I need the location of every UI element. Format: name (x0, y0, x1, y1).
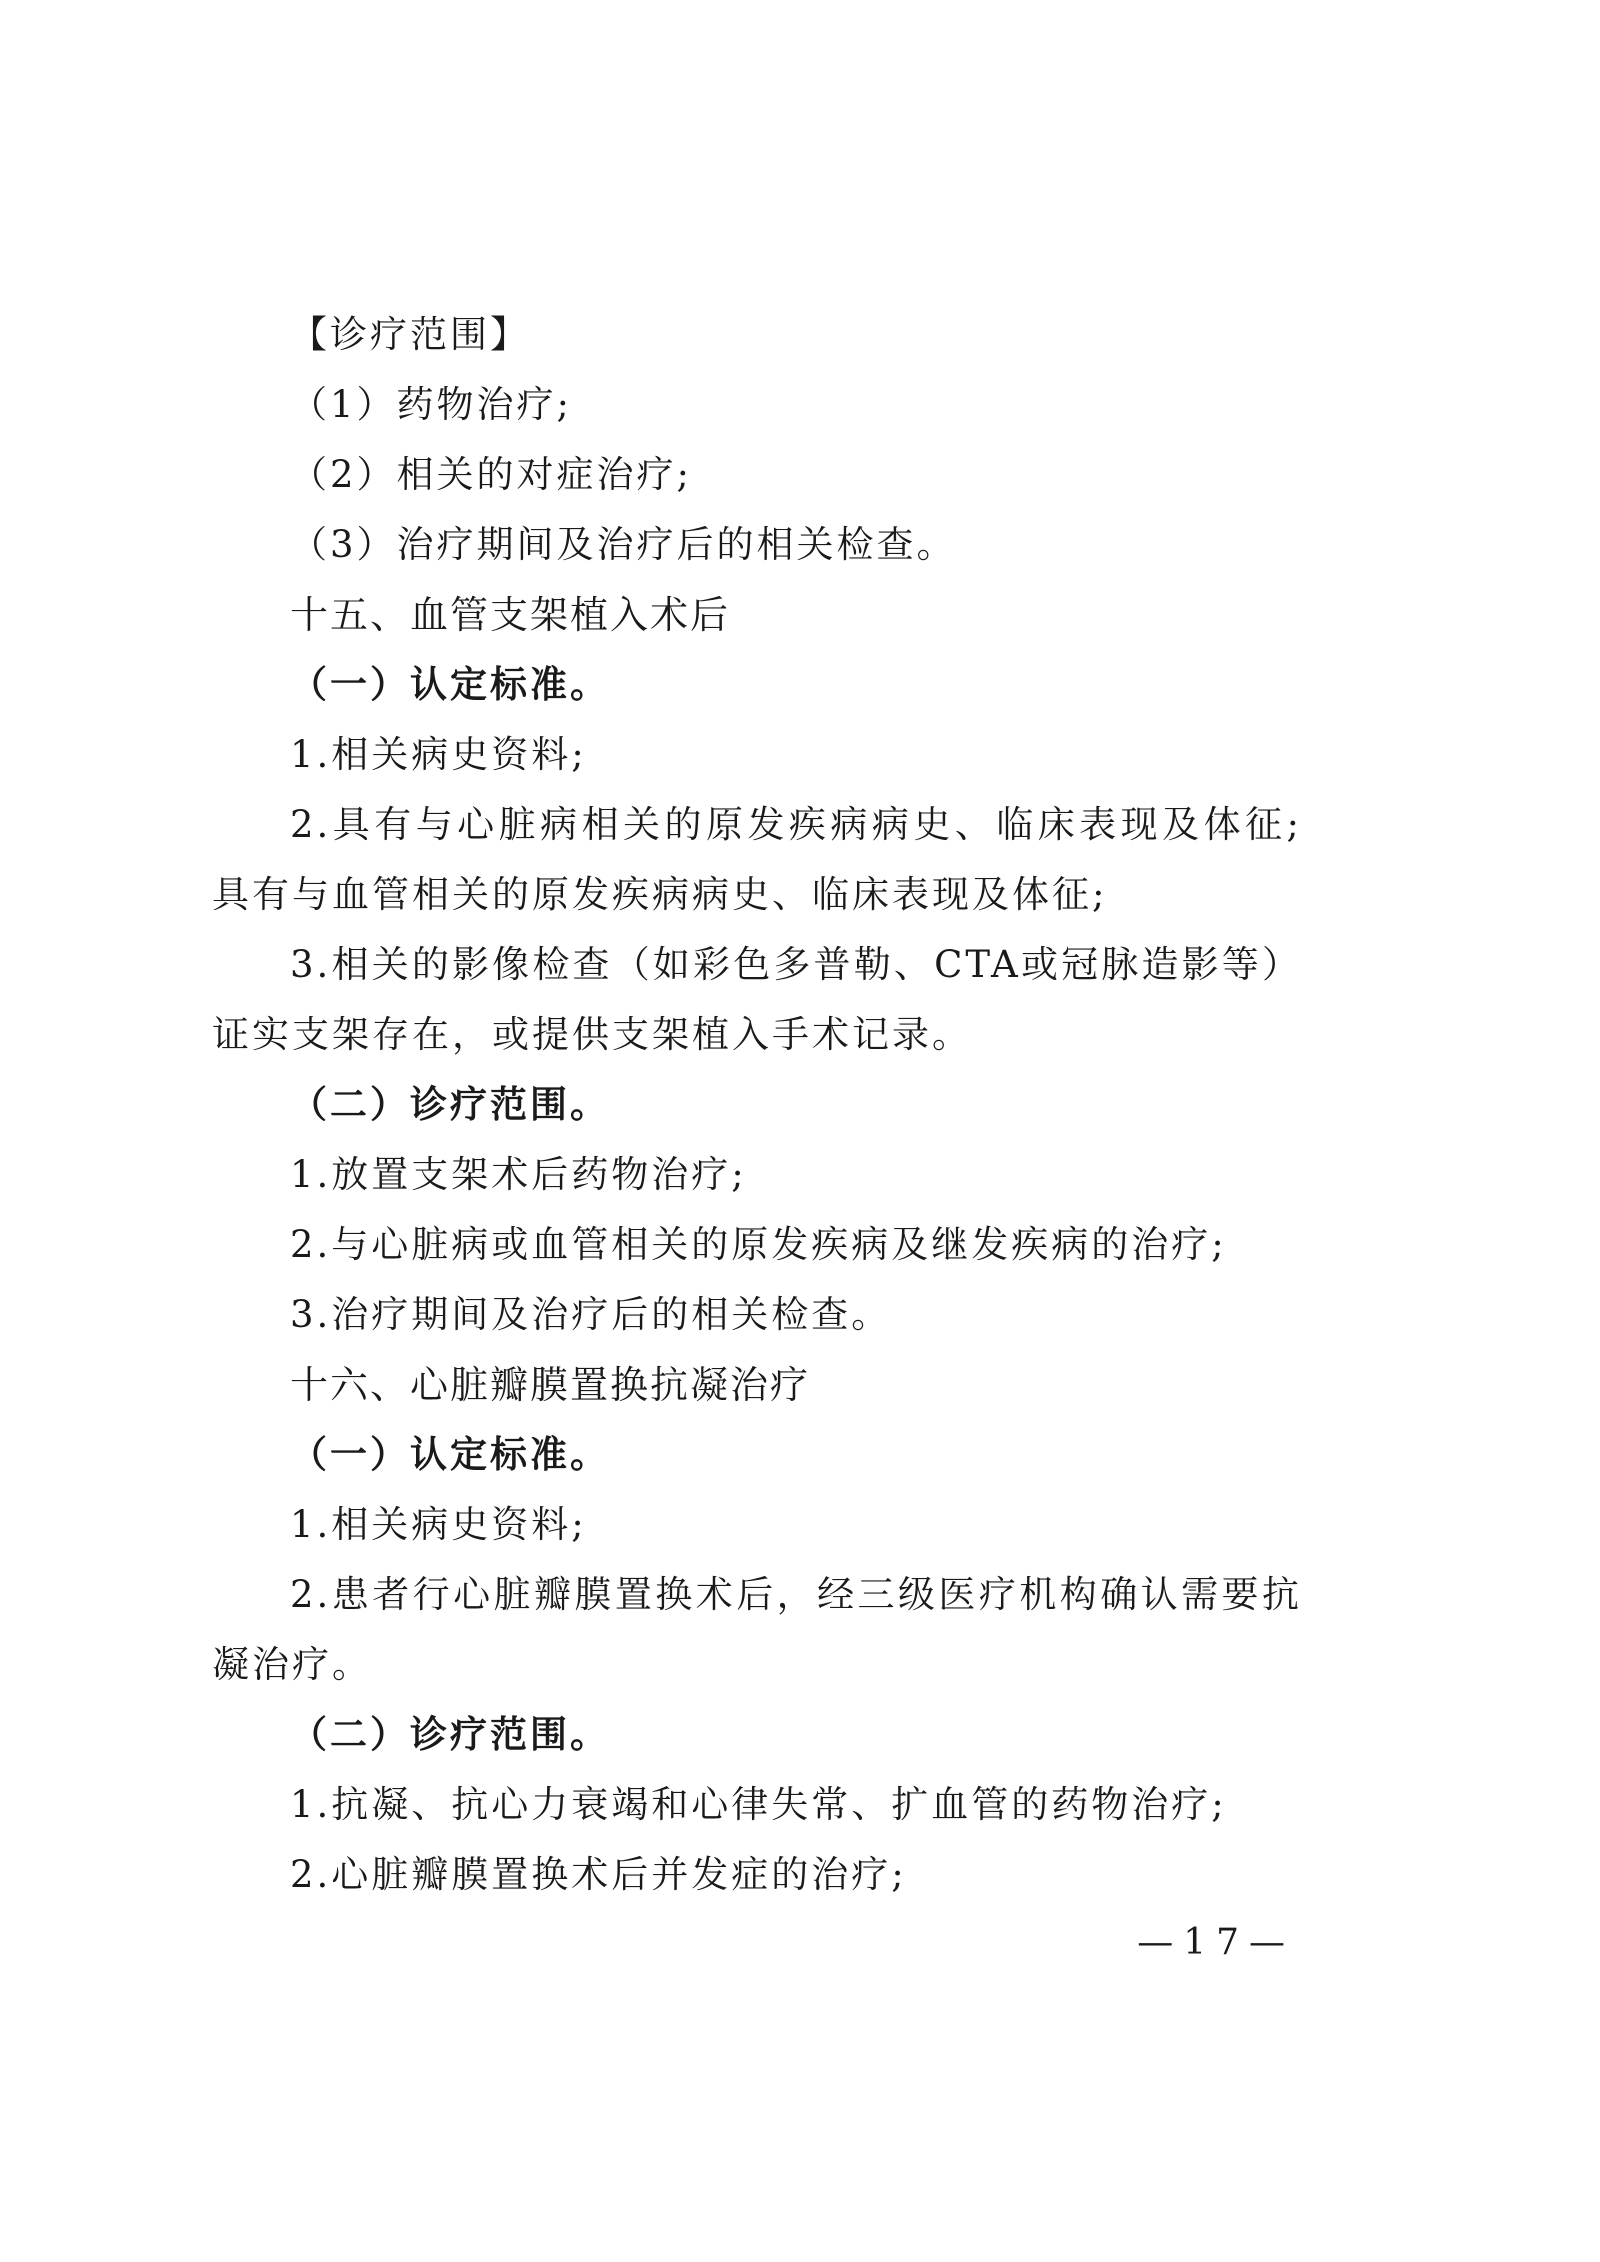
paragraph: 2.患者行心脏瓣膜置换术后，经三级医疗机构确认需要抗凝治疗。 (212, 1573, 1302, 1686)
list-item: 2.与心脏病或血管相关的原发疾病及继发疾病的治疗; (290, 1223, 1227, 1266)
list-item: 3.治疗期间及治疗后的相关检查。 (290, 1293, 892, 1336)
list-item: （3）治疗期间及治疗后的相关检查。 (290, 523, 957, 566)
subsection-heading: （二）诊疗范围。 (290, 1083, 610, 1126)
section-heading: 十五、血管支架植入术后 (290, 593, 731, 637)
list-item: 1.放置支架术后药物治疗; (290, 1153, 747, 1196)
paragraph: 3.相关的影像检查（如彩色多普勒、CTA或冠脉造影等）证实支架存在，或提供支架植入手术记录。 (212, 943, 1302, 1056)
section-heading: 十六、心脏瓣膜置换抗凝治疗 (290, 1363, 811, 1407)
document-body (212, 300, 1302, 1910)
list-item: 1.抗凝、抗心力衰竭和心律失常、扩血管的药物治疗; (290, 1783, 1227, 1826)
subsection-heading: （二）诊疗范围。 (290, 1713, 610, 1756)
list-item: （2）相关的对症治疗; (290, 453, 693, 496)
page-number: —17— (1137, 1922, 1295, 1963)
list-item: （1）药物治疗; (290, 383, 573, 426)
list-item: 2.心脏瓣膜置换术后并发症的治疗; (290, 1853, 907, 1896)
subsection-heading: （一）认定标准。 (290, 663, 610, 706)
section-label: 【诊疗范围】 (290, 313, 530, 356)
list-item: 1.相关病史资料; (290, 1503, 587, 1546)
list-item: 1.相关病史资料; (290, 733, 587, 776)
subsection-heading: （一）认定标准。 (290, 1433, 610, 1476)
paragraph: 2.具有与心脏病相关的原发疾病病史、临床表现及体征;具有与血管相关的原发疾病病史、临床表现及体征; (212, 803, 1302, 916)
